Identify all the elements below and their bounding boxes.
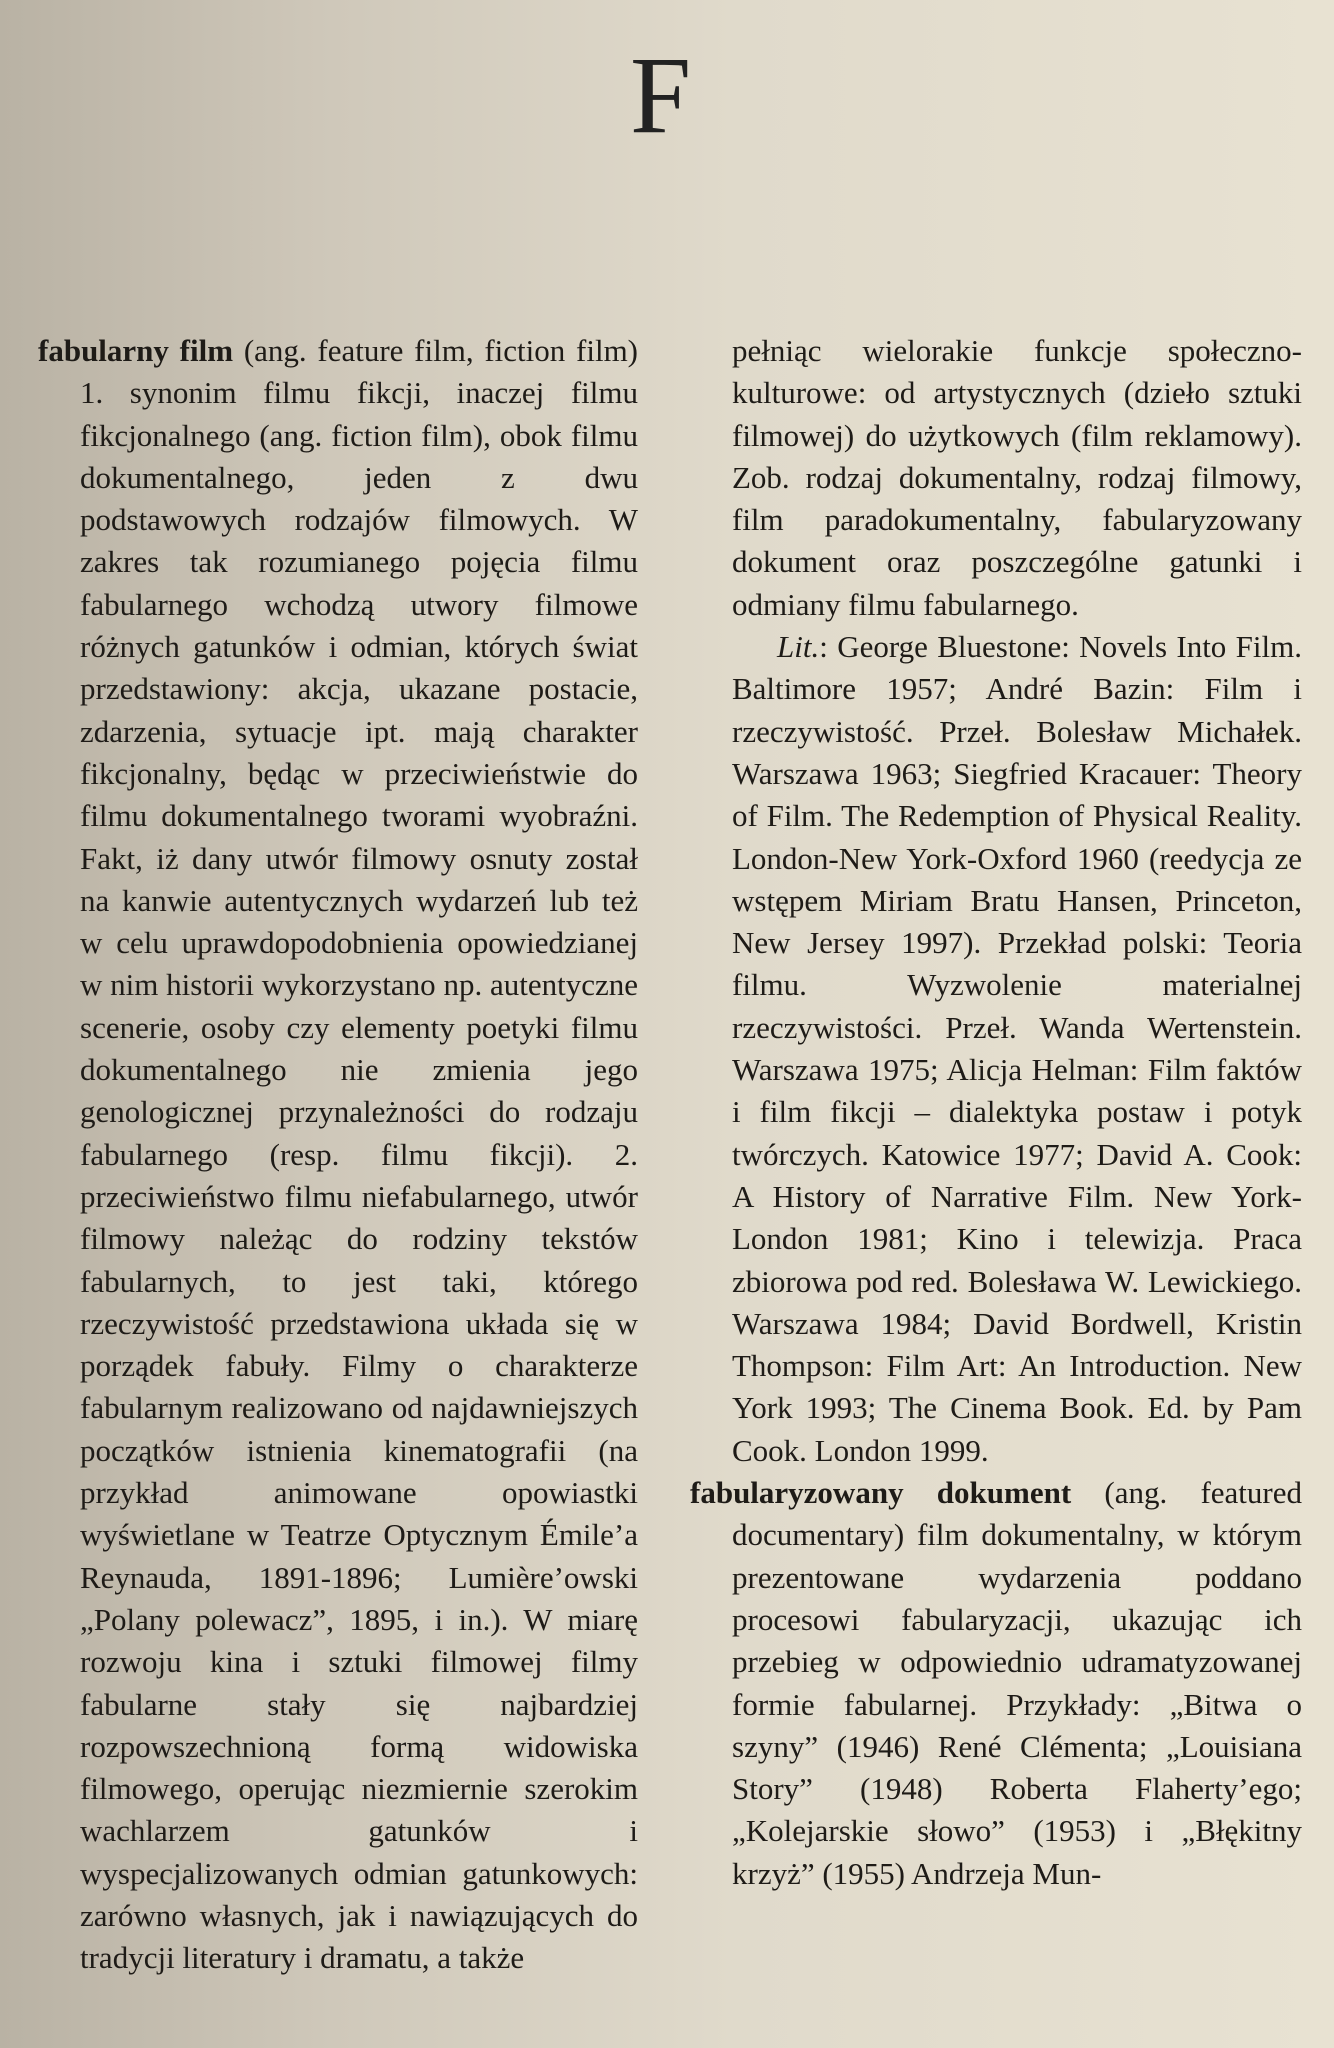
entry-body: (ang. feature film, fiction film) 1. synonim filmu fikcji, inaczej filmu fikcjonalnego (ang. fiction film), obok filmu dokumentalnego, jeden z dwu podstawowych rodzajów filmowych. W zakres tak rozumianego pojęcia filmu fabularnego wchodzą utwory filmowe różnych gatunków i odmian, których świat przedstawiony: akcja, ukazane postacie, zdarzenia, sytuacje ipt. mają charakter fikcjonalny, będąc w przeciwieństwie do filmu dokumentalnego tworami wyobraźni. Fakt, iż dany utwór filmowy osnuty został na kanwie autentycznych wydarzeń lub też w celu uprawdopodobnienia opowiedzianej w nim historii wykorzystano np. autentyczne scenerie, osoby czy elementy poetyki filmu dokumentalnego nie zmienia jego genologicznej przynależności do rodzaju fabularnego (resp. filmu fikcji). 2. przeciwieństwo filmu niefabularnego, utwór filmowy należąc do rodziny tekstów fabularnych, to jest taki, którego rzeczywistość przedstawiona układa się w porządek fabuły. Filmy o charakterze fabularnym realizowano od najdawniejszych początków istnienia kinematografii (na przykład animowane opowiastki wyświetlane w Teatrze Optycznym Émile’a Reynauda, 1891-1896; Lumière’owski „Polany polewacz”, 1895, i in.). W miarę rozwoju kina i sztuki filmowej filmy fabularne stały się najbardziej rozpowszechnioną formą widowiska filmowego, operując niezmiernie szerokim wachlarzem gatunków i wyspecjalizowanych odmian gatunkowych: zarówno własnych, jak i nawiązujących do tradycji literatury i dramatu, a także [80, 333, 639, 1976]
entry-headword: fabularyzowany dokument [690, 1475, 1072, 1511]
literature-section [690, 626, 1302, 1472]
literature-list: : George Bluestone: Novels Into Film. Baltimore 1957; André Bazin: Film i rzeczywistość. Przeł. Bolesław Michałek. Warszawa 1963; Siegfried Kracauer: Theory of Film. The Redemption of Physical Reality. London-New York-Oxford 1960 (reedycja ze wstępem Miriam Bratu Hansen, Princeton, New Jersey 1997). Przekład polski: Teoria filmu. Wyzwolenie materialnej rzeczywistości. Przeł. Wanda Wertenstein. Warszawa 1975; Alicja Helman: Film faktów i film fikcji – dialektyka postaw i potyk twórczych. Katowice 1977; David A. Cook: A History of Narrative Film. New York-London 1981; Kino i telewizja. Praca zbiorowa pod red. Bolesława W. Lewickiego. Warszawa 1984; David Bordwell, Kristin Thompson: Film Art: An Introduction. New York 1993; The Cinema Book. Ed. by Pam Cook. London 1999. [732, 629, 1302, 1468]
entry-body: (ang. featured documentary) film dokumentalny, w którym prezentowane wydarzenia poddano procesowi fabularyzacji, ukazując ich przebieg w odpowiednio udramatyzowanej formie fabularnej. Przykłady: „Bitwa o szyny” (1946) René Clémenta; „Louisiana Story” (1948) Roberta Flaherty’ego; „Kolejarskie słowo” (1953) i „Błękitny krzyż” (1955) Andrzeja Mun- [732, 1475, 1303, 1891]
entry-fabularny-film [38, 330, 638, 1980]
entry-continuation: pełniąc wielorakie funkcje społeczno-kulturowe: od artystycznych (dzieło sztuki filmowej) do użytkowych (film reklamowy). Zob. rodzaj dokumentalny, rodzaj filmowy, film paradokumentalny, fabularyzowany dokument oraz poszczególne gatunki i odmiany filmu fabularnego. [732, 333, 1302, 622]
literature-label: Lit. [777, 629, 820, 665]
right-column [690, 330, 1302, 1895]
entry-headword: fabularny film [38, 333, 234, 368]
left-column [38, 330, 638, 1980]
entry-fabularyzowany-dokument [690, 1472, 1302, 1895]
section-letter: F [630, 34, 692, 156]
